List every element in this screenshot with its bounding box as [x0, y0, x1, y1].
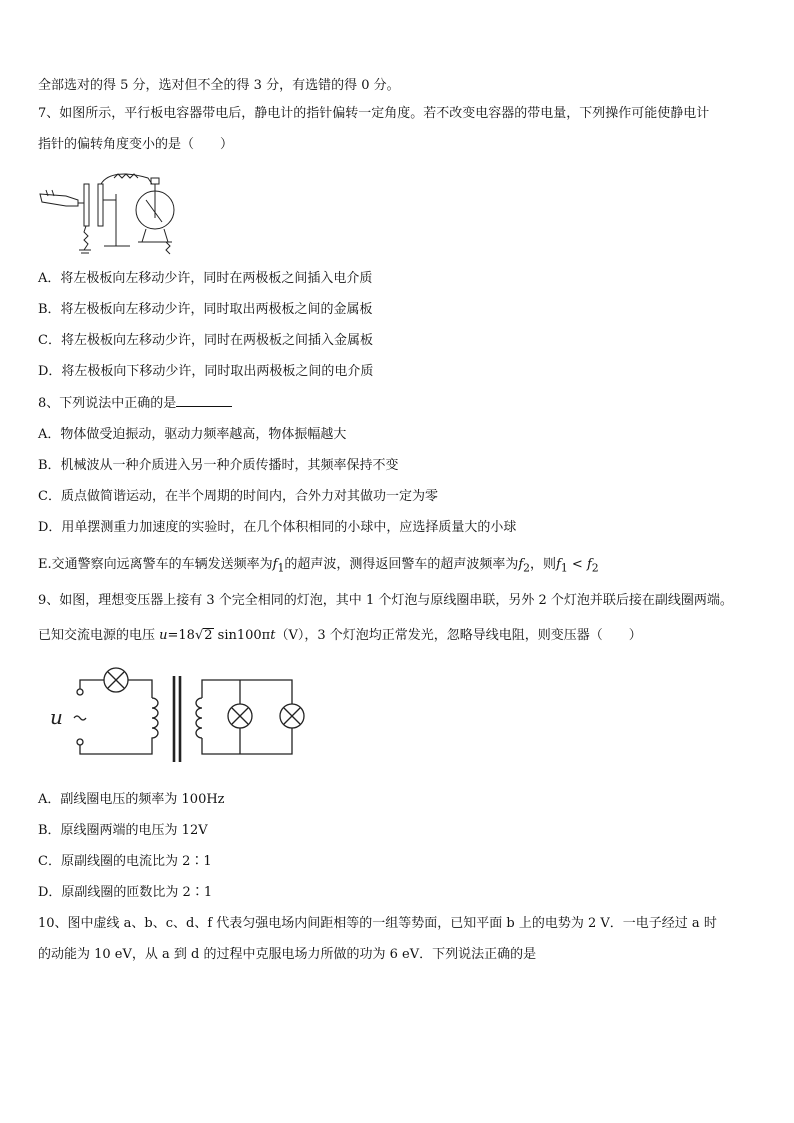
q10-stem-line1: 10、图中虚线 a、b、c、d、f 代表匀强电场内间距相等的一组等势面，已知平面 b 上的电势为 2 V．一电子经过 a 时: [38, 916, 717, 931]
voltage-symbol: u: [159, 628, 168, 643]
answer-blank: [176, 394, 232, 407]
q8-stem: [38, 394, 232, 413]
relation-f2-subscript: 2: [591, 561, 599, 575]
source-voltage-label: u: [50, 705, 63, 729]
relation-f2: f: [586, 557, 592, 572]
q8-option-e-post: ，则: [530, 557, 557, 572]
sine-term: sin100π: [213, 628, 271, 643]
q10-stem-line2: 的动能为 10 eV，从 a 到 d 的过程中克服电场力所做的功为 6 eV．下列说法正确的是: [38, 947, 537, 962]
transformer-circuit-figure: [40, 662, 320, 774]
intro-text: 全部选对的得 5 分，选对但不全的得 3 分，有选错的得 0 分。: [38, 78, 400, 93]
q8-option-b: B．机械波从一种介质进入另一种介质传播时，其频率保持不变: [38, 458, 399, 473]
q7-option-b: B．将左极板向左移动少许，同时取出两极板之间的金属板: [38, 302, 373, 317]
sqrt-radicand: 2: [204, 628, 213, 643]
q7-stem-line2: 指针的偏转角度变小的是（ ）: [38, 137, 234, 152]
relation-operator: <: [567, 557, 587, 572]
q8-option-e: [38, 556, 599, 578]
q9-option-b: B．原线圈两端的电压为 12V: [38, 823, 208, 838]
capacitor-electrometer-figure: [38, 170, 183, 258]
q8-option-a: A．物体做受迫振动，驱动力频率越高，物体振幅越大: [38, 427, 347, 442]
q8-stem-text: 8、下列说法中正确的是: [38, 396, 177, 411]
time-symbol: t: [270, 628, 276, 643]
q9-option-d: D．原副线圈的匝数比为 2∶1: [38, 885, 213, 900]
relation-f1: f: [556, 557, 561, 572]
q7-option-c: C．将左极板向左移动少许，同时在两极板之间插入金属板: [38, 333, 373, 348]
q9-stem-line1: 9、如图，理想变压器上接有 3 个完全相同的灯泡，其中 1 个灯泡与原线圈串联，另外 2 个灯泡并联后接在副线圈两端。: [38, 593, 733, 608]
q9-stem-line2: [38, 627, 642, 645]
q7-option-d: D．将左极板向下移动少许，同时取出两极板之间的电介质: [38, 364, 374, 379]
q8-option-e-mid: 的超声波，测得返回警车的超声波频率为: [284, 557, 519, 572]
sqrt-sign: √: [194, 628, 204, 643]
q7-stem-line1: 7、如图所示，平行板电容器带电后，静电计的指针偏转一定角度。若不改变电容器的带电量，下列操作可能使静电计: [38, 106, 710, 121]
q8-option-c: C．质点做简谐运动，在半个周期的时间内，合外力对其做功一定为零: [38, 489, 438, 504]
q8-option-e-pre: E.交通警察向远离警车的车辆发送频率为: [38, 557, 273, 572]
q8-option-d: D．用单摆测重力加速度的实验时，在几个体积相同的小球中，应选择质量大的小球: [38, 520, 517, 535]
f1-symbol: f: [272, 557, 278, 572]
f1-subscript: 1: [277, 561, 285, 575]
q9-stem-post: （V），3 个灯泡均正常发光，忽略导线电阻，则变压器（ ）: [275, 628, 642, 643]
voltage-coefficient: =18: [167, 628, 195, 643]
f2-symbol: f: [518, 557, 524, 572]
relation-f1-subscript: 1: [560, 561, 568, 575]
q7-option-a: A．将左极板向左移动少许，同时在两极板之间插入电介质: [38, 271, 373, 286]
f2-subscript: 2: [523, 561, 531, 575]
q9-stem-pre: 已知交流电源的电压: [38, 628, 160, 643]
q9-option-c: C．原副线圈的电流比为 2∶1: [38, 854, 212, 869]
q9-option-a: A．副线圈电压的频率为 100Hz: [38, 792, 225, 807]
